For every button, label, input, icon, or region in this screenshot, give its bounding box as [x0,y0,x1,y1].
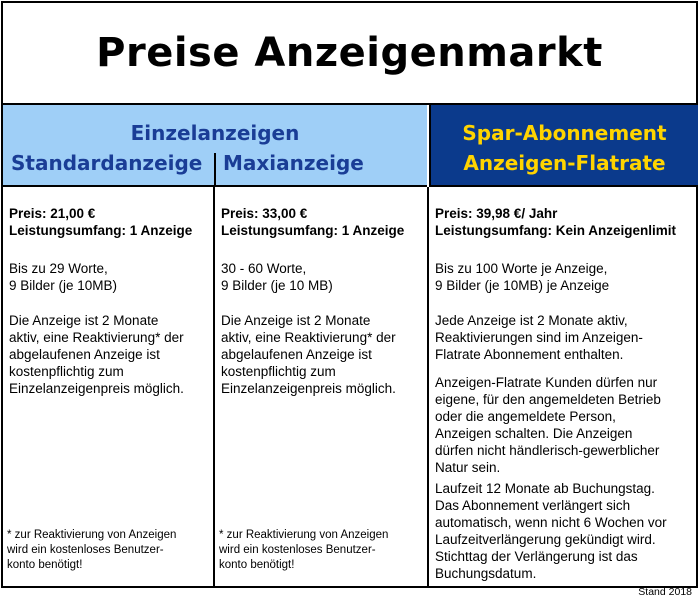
page-title: Preise Anzeigenmarkt [3,3,696,105]
maxi-preis: Preis: 33,00 € [221,206,308,221]
header-maxianzeige: Maxianzeige [223,151,364,175]
header-spar-abonnement-title: Spar-Abonnement [462,121,667,145]
flatrate-aktiv: Jede Anzeige ist 2 Monate aktiv, Reaktivierungen sind im Anzeigen- Flatrate Abonnement enthalten. [435,313,643,362]
flatrate-leistungsumfang: Leistungsumfang: Kein Anzeigenlimit [435,223,677,238]
column-standardanzeige [3,187,215,586]
maxi-hinweis: * zur Reaktivierung von Anzeigen wird ein kostenloses Benutzer- konto benötigt! [219,529,389,571]
maxi-worte: 30 - 60 Worte, 9 Bilder (je 10 MB) [221,261,333,293]
standard-hinweis: * zur Reaktivierung von Anzeigen wird ein kostenloses Benutzer- konto benötigt! [7,529,177,571]
header-anzeigen-flatrate: Anzeigen-Flatrate [463,151,666,175]
header-einzelanzeigen [3,105,427,187]
flatrate-worte: Bis zu 100 Worte je Anzeige, 9 Bilder (je 10MB) je Anzeige [435,261,610,293]
maxi-aktiv: Die Anzeige ist 2 Monate aktiv, eine Reaktivierung* der abgelaufenen Anzeige ist kostenpflichtig zum Einzelanzeigenpreis möglich. [221,313,396,396]
standard-worte: Bis zu 29 Worte, 9 Bilder (je 10MB) [9,261,118,293]
standard-preis: Preis: 21,00 € [9,206,96,221]
stand-note: Stand 2018 [638,586,692,598]
price-table [1,1,698,588]
header-einzelanzeigen-title: Einzelanzeigen [130,121,300,145]
maxi-leistungsumfang: Leistungsumfang: 1 Anzeige [221,223,405,238]
header-divider [214,153,216,185]
column-maxianzeige [215,187,427,586]
header-spar-abonnement [429,105,698,187]
flatrate-kunden: Anzeigen-Flatrate Kunden dürfen nur eigene, für den angemeldeten Betrieb oder die angemeldete Person, Anzeigen schalten. Die Anzeigen dürfen nicht händlerisch-gewerblicher Natur sein. [435,375,661,475]
standard-aktiv: Die Anzeige ist 2 Monate aktiv, eine Reaktivierung* der abgelaufenen Anzeige ist kostenpflichtig zum Einzelanzeigenpreis möglich. [9,313,184,396]
flatrate-preis: Preis: 39,98 €/ Jahr [435,206,558,221]
flatrate-laufzeit: Laufzeit 12 Monate ab Buchungstag. Das Abonnement verlängert sich automatisch, wenn nicht 6 Wochen vor Laufzeitverlängerung gekündigt wird. Stichttag der Verlängerung ist das Buchungsdatum. [435,481,667,581]
column-anzeigen-flatrate [427,187,698,586]
header-standardanzeige: Standardanzeige [11,151,203,175]
standard-leistungsumfang: Leistungsumfang: 1 Anzeige [9,223,193,238]
